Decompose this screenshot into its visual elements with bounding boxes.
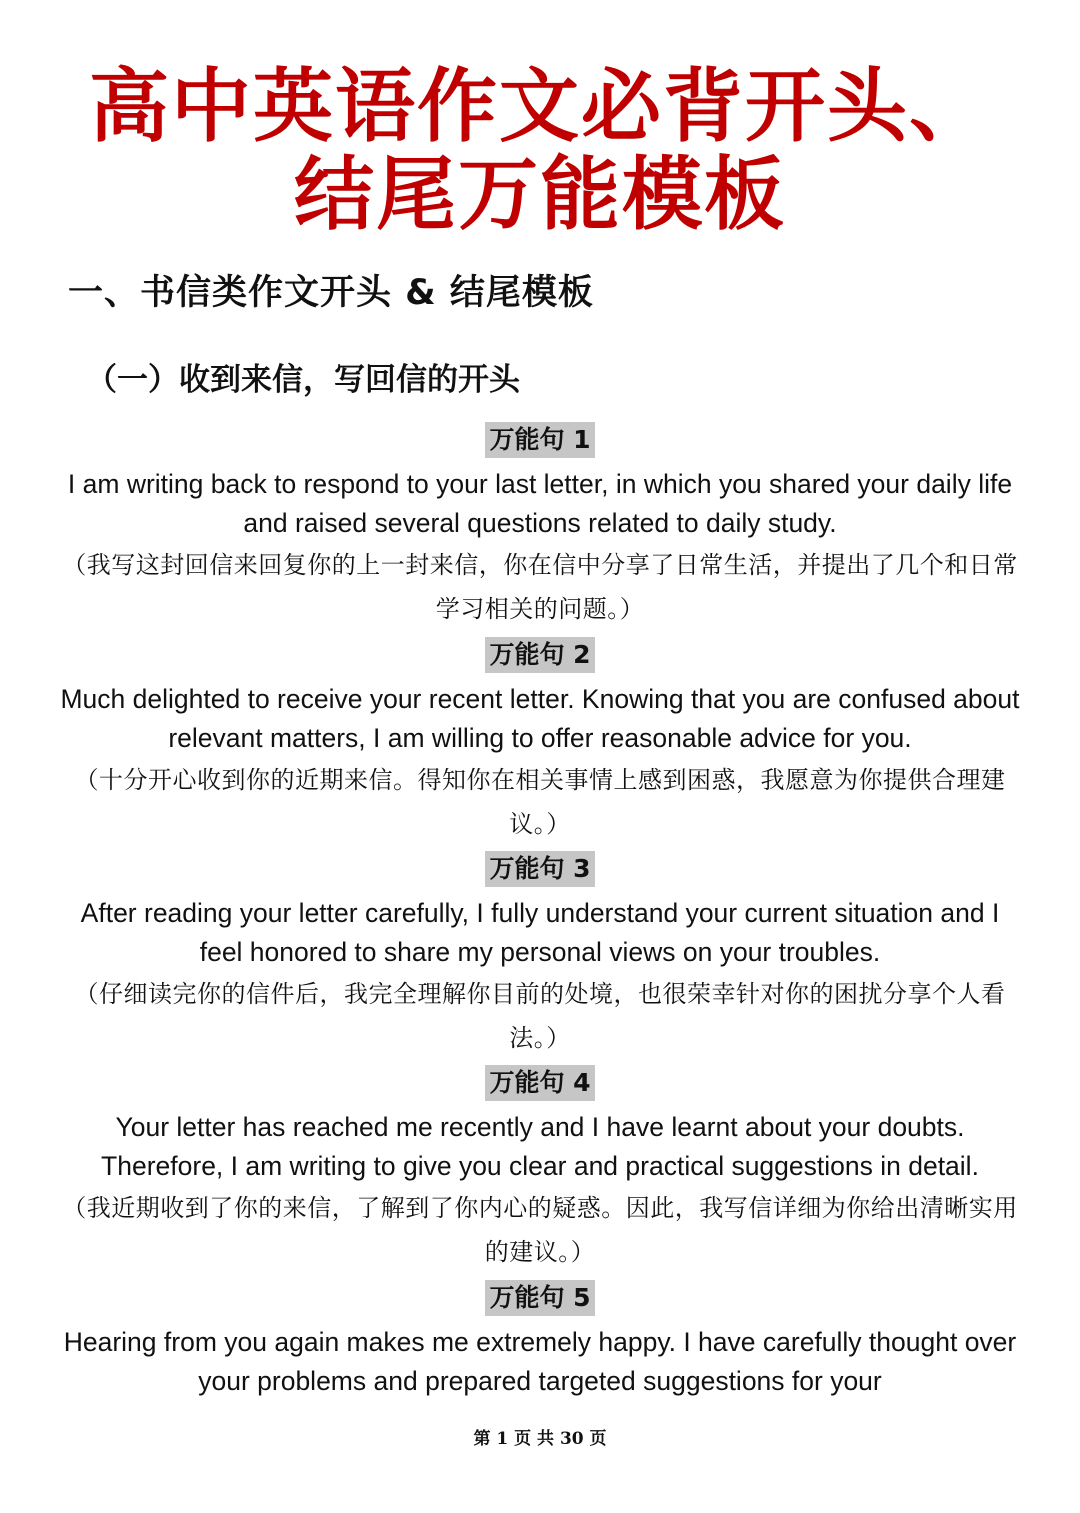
sentence-label: 万能句 3 <box>485 851 594 887</box>
section-heading: 一、书信类作文开头 & 结尾模板 <box>68 273 594 313</box>
document-title-line-2: 结尾万能模板 <box>294 148 786 241</box>
sentence-block-1 <box>60 422 1020 631</box>
sentence-chinese: （十分开心收到你的近期来信。得知你在相关事情上感到困惑，我愿意为你提供合理建议。） <box>74 766 1006 838</box>
sentence-block-2 <box>60 637 1020 846</box>
sentence-block-3 <box>60 851 1020 1060</box>
sentence-chinese: （我近期收到了你的来信，了解到了你内心的疑惑。因此，我写信详细为你给出清晰实用的建议。） <box>62 1194 1018 1266</box>
sentence-block-4 <box>60 1065 1020 1274</box>
sentence-chinese: （我写这封回信来回复你的上一封来信，你在信中分享了日常生活，并提出了几个和日常学习相关的问题。） <box>62 551 1018 623</box>
sentence-english: Much delighted to receive your recent letter. Knowing that you are confused about relevant matters, I am willing to offer reasonable advice for you. <box>60 684 1020 753</box>
sentence-english: Your letter has reached me recently and I have learnt about your doubts. Therefore, I am writing to give you clear and practical suggestions in detail. <box>101 1112 979 1181</box>
sentence-english: Hearing from you again makes me extremely happy. I have carefully thought over your problems and prepared targeted suggestions for your <box>63 1327 1017 1396</box>
sentence-label: 万能句 1 <box>485 422 594 458</box>
sentence-label: 万能句 5 <box>485 1280 594 1316</box>
subsection-heading: （一）收到来信，写回信的开头 <box>86 362 520 398</box>
sentence-chinese: （仔细读完你的信件后，我完全理解你目前的处境，也很荣幸针对你的困扰分享个人看法。） <box>74 980 1006 1052</box>
sentence-label: 万能句 4 <box>485 1065 594 1101</box>
sentence-english: After reading your letter carefully, I fully understand your current situation and I feel honored to share my personal views on your troubles. <box>80 898 1000 967</box>
sentence-label: 万能句 2 <box>485 637 594 673</box>
sentence-english: I am writing back to respond to your last letter, in which you shared your daily life and raised several questions related to daily study. <box>67 469 1013 538</box>
document-title-line-1: 高中英语作文必背开头、 <box>89 60 991 153</box>
page-number-footer: 第 1 页 共 30 页 <box>473 1429 607 1449</box>
sentence-block-5 <box>60 1280 1020 1401</box>
